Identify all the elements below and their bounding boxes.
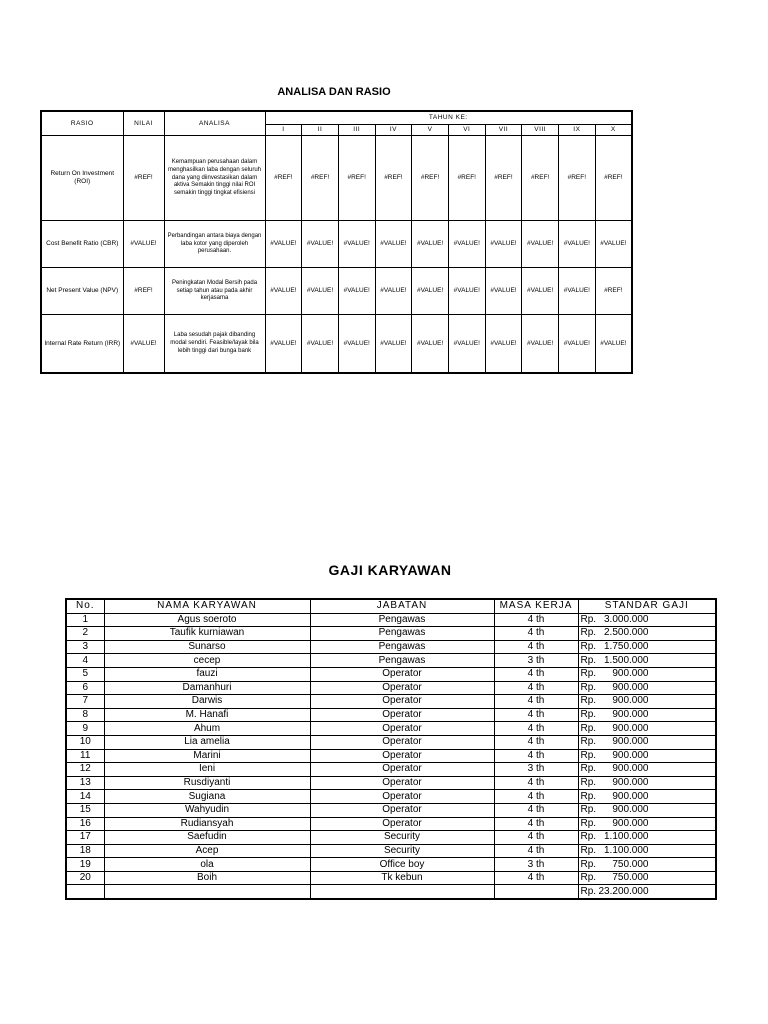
employee-no: 13 [66, 776, 104, 790]
gaji-table [65, 598, 717, 900]
rasio-nilai: #REF! [123, 268, 164, 315]
employee-row [66, 627, 716, 641]
header-jabatan: JABATAN [310, 599, 494, 613]
header-nama: NAMA KARYAWAN [104, 599, 310, 613]
year-header: VII [485, 125, 522, 136]
rasio-name: Internal Rate Return (IRR) [41, 315, 123, 374]
employee-gaji [578, 749, 716, 763]
employee-gaji [578, 776, 716, 790]
year-header: IV [375, 125, 412, 136]
rasio-nilai: #VALUE! [123, 221, 164, 268]
total-empty-cell [66, 885, 104, 899]
rasio-value: #VALUE! [485, 221, 522, 268]
currency-label: Rp. [580, 668, 597, 680]
employee-jabatan: Operator [310, 681, 494, 695]
employee-jabatan: Operator [310, 763, 494, 777]
gaji-amount: 900.000 [612, 736, 649, 748]
employee-masa-kerja: 3 th [494, 763, 578, 777]
rasio-row [41, 268, 632, 315]
currency-label: Rp. [580, 817, 597, 829]
header-masa-kerja: MASA KERJA [494, 599, 578, 613]
rasio-nilai: #VALUE! [123, 315, 164, 374]
employee-masa-kerja: 4 th [494, 844, 578, 858]
currency-label: Rp. [580, 641, 597, 653]
employee-gaji [578, 695, 716, 709]
analisa-title: ANALISA DAN RASIO [277, 86, 391, 98]
rasio-value: #REF! [375, 136, 412, 221]
year-header: III [338, 125, 375, 136]
employee-gaji [578, 708, 716, 722]
employee-jabatan: Security [310, 844, 494, 858]
employee-jabatan: Pengawas [310, 654, 494, 668]
rasio-row [41, 315, 632, 374]
rasio-value: #VALUE! [522, 315, 559, 374]
employee-row [66, 722, 716, 736]
currency-label: Rp. [580, 709, 597, 721]
year-header: I [265, 125, 302, 136]
employee-gaji [578, 654, 716, 668]
employee-gaji [578, 858, 716, 872]
rasio-value: #VALUE! [412, 315, 449, 374]
rasio-value: #VALUE! [302, 221, 339, 268]
employee-name: Marini [104, 749, 310, 763]
gaji-amount: 900.000 [612, 777, 649, 789]
employee-gaji [578, 722, 716, 736]
gaji-amount: 1.100.000 [604, 831, 649, 843]
employee-name: ola [104, 858, 310, 872]
employee-gaji [578, 735, 716, 749]
employee-name: Acep [104, 844, 310, 858]
employee-jabatan: Operator [310, 722, 494, 736]
gaji-amount: 900.000 [612, 668, 649, 680]
rasio-table [40, 110, 633, 374]
employee-no: 6 [66, 681, 104, 695]
employee-gaji [578, 817, 716, 831]
header-tahun: TAHUN KE: [265, 111, 632, 125]
rasio-value: #VALUE! [302, 268, 339, 315]
rasio-row [41, 221, 632, 268]
year-header: VI [448, 125, 485, 136]
employee-jabatan: Pengawas [310, 640, 494, 654]
employee-masa-kerja: 4 th [494, 831, 578, 845]
rasio-value: #REF! [595, 268, 632, 315]
gaji-amount: 900.000 [612, 681, 649, 693]
employee-masa-kerja: 4 th [494, 817, 578, 831]
employee-masa-kerja: 4 th [494, 640, 578, 654]
employee-name: Rudiansyah [104, 817, 310, 831]
total-amount: 23.200.000 [598, 885, 649, 897]
employee-row [66, 776, 716, 790]
employee-name: Lia amelia [104, 735, 310, 749]
employee-row [66, 844, 716, 858]
header-standar-gaji: STANDAR GAJI [578, 599, 716, 613]
employee-row [66, 613, 716, 627]
employee-no: 12 [66, 763, 104, 777]
employee-jabatan: Operator [310, 667, 494, 681]
employee-row [66, 681, 716, 695]
employee-jabatan: Operator [310, 817, 494, 831]
gaji-header-row [66, 599, 716, 613]
employee-row [66, 735, 716, 749]
employee-no: 20 [66, 871, 104, 885]
employee-row [66, 640, 716, 654]
rasio-value: #REF! [265, 136, 302, 221]
total-empty-cell [494, 885, 578, 899]
rasio-nilai: #REF! [123, 136, 164, 221]
employee-jabatan: Operator [310, 803, 494, 817]
rasio-value: #VALUE! [559, 315, 596, 374]
rasio-value: #REF! [338, 136, 375, 221]
employee-gaji [578, 667, 716, 681]
employee-name: cecep [104, 654, 310, 668]
employee-no: 14 [66, 790, 104, 804]
employee-row [66, 708, 716, 722]
rasio-value: #VALUE! [265, 315, 302, 374]
employee-no: 5 [66, 667, 104, 681]
employee-row [66, 817, 716, 831]
employee-no: 10 [66, 735, 104, 749]
employee-no: 11 [66, 749, 104, 763]
rasio-analisa: Kemampuan perusahaan dalam menghasilkan laba dengan seluruh dana yang diinvestasikan dalam aktiva Semakin tinggi nilai ROI semakin tinggi tingkat efisiensi [164, 136, 265, 221]
currency-label: Rp. [580, 695, 597, 707]
employee-masa-kerja: 4 th [494, 803, 578, 817]
employee-name: Darwis [104, 695, 310, 709]
currency-label: Rp. [580, 858, 597, 870]
employee-jabatan: Operator [310, 776, 494, 790]
employee-gaji [578, 790, 716, 804]
employee-row [66, 695, 716, 709]
total-empty-cell [104, 885, 310, 899]
employee-jabatan: Pengawas [310, 613, 494, 627]
employee-name: Saefudin [104, 831, 310, 845]
employee-name: Ahum [104, 722, 310, 736]
currency-label: Rp. [580, 777, 597, 789]
gaji-amount: 900.000 [612, 817, 649, 829]
gaji-amount: 900.000 [612, 709, 649, 721]
employee-masa-kerja: 4 th [494, 871, 578, 885]
year-header: X [595, 125, 632, 136]
employee-row [66, 763, 716, 777]
rasio-value: #VALUE! [412, 268, 449, 315]
rasio-value: #VALUE! [375, 221, 412, 268]
employee-jabatan: Tk kebun [310, 871, 494, 885]
employee-no: 9 [66, 722, 104, 736]
gaji-amount: 750.000 [612, 858, 649, 870]
employee-name: Ieni [104, 763, 310, 777]
employee-jabatan: Operator [310, 695, 494, 709]
rasio-name: Return On Investment (ROI) [41, 136, 123, 221]
currency-label: Rp. [580, 804, 597, 816]
gaji-amount: 1.500.000 [604, 654, 649, 666]
rasio-value: #VALUE! [412, 221, 449, 268]
employee-name: Taufik kurniawan [104, 627, 310, 641]
rasio-value: #REF! [559, 136, 596, 221]
year-header: V [412, 125, 449, 136]
currency-label: Rp. [580, 844, 597, 856]
rasio-value: #VALUE! [338, 221, 375, 268]
employee-name: Agus soeroto [104, 613, 310, 627]
currency-label: Rp. [580, 763, 597, 775]
employee-masa-kerja: 3 th [494, 858, 578, 872]
employee-jabatan: Operator [310, 735, 494, 749]
currency-label: Rp. [580, 885, 597, 897]
employee-masa-kerja: 4 th [494, 681, 578, 695]
rasio-row [41, 136, 632, 221]
rasio-value: #VALUE! [338, 268, 375, 315]
employee-masa-kerja: 4 th [494, 695, 578, 709]
gaji-amount: 1.100.000 [604, 844, 649, 856]
currency-label: Rp. [580, 654, 597, 666]
currency-label: Rp. [580, 831, 597, 843]
gaji-amount: 2.500.000 [604, 627, 649, 639]
year-header: VIII [522, 125, 559, 136]
employee-no: 7 [66, 695, 104, 709]
employee-gaji [578, 681, 716, 695]
currency-label: Rp. [580, 613, 597, 625]
employee-no: 3 [66, 640, 104, 654]
header-analisa: ANALISA [164, 111, 265, 136]
employee-row [66, 749, 716, 763]
rasio-value: #VALUE! [375, 268, 412, 315]
currency-label: Rp. [580, 681, 597, 693]
employee-masa-kerja: 4 th [494, 749, 578, 763]
currency-label: Rp. [580, 736, 597, 748]
rasio-value: #REF! [485, 136, 522, 221]
header-no: No. [66, 599, 104, 613]
rasio-value: #REF! [448, 136, 485, 221]
employee-row [66, 831, 716, 845]
employee-gaji [578, 803, 716, 817]
employee-name: Boih [104, 871, 310, 885]
rasio-analisa: Laba sesudah pajak dibanding modal sendiri. Feasible/layak bila lebih tinggi dari bunga bank [164, 315, 265, 374]
rasio-analisa: Peningkatan Modal Bersih pada setiap tahun atau pada akhir kerjasama [164, 268, 265, 315]
gaji-amount: 900.000 [612, 763, 649, 775]
currency-label: Rp. [580, 627, 597, 639]
rasio-value: #REF! [595, 136, 632, 221]
gaji-amount: 3.000.000 [604, 613, 649, 625]
rasio-value: #VALUE! [485, 268, 522, 315]
rasio-value: #VALUE! [595, 315, 632, 374]
employee-no: 16 [66, 817, 104, 831]
employee-row [66, 790, 716, 804]
header-rasio: RASIO [41, 111, 123, 136]
employee-gaji [578, 844, 716, 858]
rasio-analisa: Perbandingan antara biaya dengan laba kotor yang diperoleh perusahaan. [164, 221, 265, 268]
employee-masa-kerja: 4 th [494, 790, 578, 804]
employee-no: 17 [66, 831, 104, 845]
gaji-title: GAJI KARYAWAN [328, 562, 452, 578]
currency-label: Rp. [580, 749, 597, 761]
gaji-amount: 900.000 [612, 722, 649, 734]
rasio-value: #VALUE! [338, 315, 375, 374]
rasio-name: Net Present Value (NPV) [41, 268, 123, 315]
employee-row [66, 667, 716, 681]
employee-no: 2 [66, 627, 104, 641]
employee-gaji [578, 831, 716, 845]
employee-row [66, 803, 716, 817]
employee-name: Sunarso [104, 640, 310, 654]
employee-masa-kerja: 3 th [494, 654, 578, 668]
employee-name: Damanhuri [104, 681, 310, 695]
employee-masa-kerja: 4 th [494, 613, 578, 627]
rasio-value: #VALUE! [448, 221, 485, 268]
gaji-amount: 750.000 [612, 872, 649, 884]
gaji-amount: 900.000 [612, 695, 649, 707]
employee-row [66, 654, 716, 668]
rasio-value: #REF! [302, 136, 339, 221]
employee-name: Rusdiyanti [104, 776, 310, 790]
employee-row [66, 871, 716, 885]
total-empty-cell [310, 885, 494, 899]
currency-label: Rp. [580, 872, 597, 884]
rasio-value: #VALUE! [559, 221, 596, 268]
currency-label: Rp. [580, 790, 597, 802]
rasio-value: #VALUE! [522, 268, 559, 315]
employee-no: 1 [66, 613, 104, 627]
rasio-value: #VALUE! [595, 221, 632, 268]
employee-no: 4 [66, 654, 104, 668]
year-header: IX [559, 125, 596, 136]
gaji-amount: 1.750.000 [604, 641, 649, 653]
total-gaji [578, 885, 716, 899]
rasio-value: #VALUE! [448, 268, 485, 315]
employee-jabatan: Pengawas [310, 627, 494, 641]
rasio-value: #VALUE! [485, 315, 522, 374]
rasio-value: #REF! [522, 136, 559, 221]
employee-jabatan: Operator [310, 749, 494, 763]
employee-masa-kerja: 4 th [494, 708, 578, 722]
rasio-value: #REF! [412, 136, 449, 221]
employee-jabatan: Operator [310, 790, 494, 804]
employee-name: M. Hanafi [104, 708, 310, 722]
employee-jabatan: Office boy [310, 858, 494, 872]
employee-masa-kerja: 4 th [494, 722, 578, 736]
employee-gaji [578, 613, 716, 627]
employee-name: Wahyudin [104, 803, 310, 817]
employee-gaji [578, 627, 716, 641]
gaji-amount: 900.000 [612, 790, 649, 802]
currency-label: Rp. [580, 722, 597, 734]
gaji-amount: 900.000 [612, 749, 649, 761]
total-row [66, 885, 716, 899]
gaji-amount: 900.000 [612, 804, 649, 816]
rasio-value: #VALUE! [265, 268, 302, 315]
employee-masa-kerja: 4 th [494, 735, 578, 749]
rasio-header-row [41, 111, 632, 125]
rasio-value: #VALUE! [375, 315, 412, 374]
employee-gaji [578, 640, 716, 654]
employee-name: Sugiana [104, 790, 310, 804]
employee-row [66, 858, 716, 872]
employee-no: 19 [66, 858, 104, 872]
employee-jabatan: Security [310, 831, 494, 845]
employee-masa-kerja: 4 th [494, 776, 578, 790]
header-nilai: NILAI [123, 111, 164, 136]
rasio-value: #VALUE! [302, 315, 339, 374]
employee-name: fauzi [104, 667, 310, 681]
rasio-value: #VALUE! [265, 221, 302, 268]
rasio-value: #VALUE! [522, 221, 559, 268]
employee-no: 8 [66, 708, 104, 722]
employee-masa-kerja: 4 th [494, 627, 578, 641]
year-header: II [302, 125, 339, 136]
rasio-name: Cost Benefit Ratio (CBR) [41, 221, 123, 268]
employee-gaji [578, 871, 716, 885]
employee-no: 18 [66, 844, 104, 858]
employee-masa-kerja: 4 th [494, 667, 578, 681]
rasio-value: #VALUE! [448, 315, 485, 374]
employee-gaji [578, 763, 716, 777]
employee-no: 15 [66, 803, 104, 817]
rasio-value: #VALUE! [559, 268, 596, 315]
employee-jabatan: Operator [310, 708, 494, 722]
